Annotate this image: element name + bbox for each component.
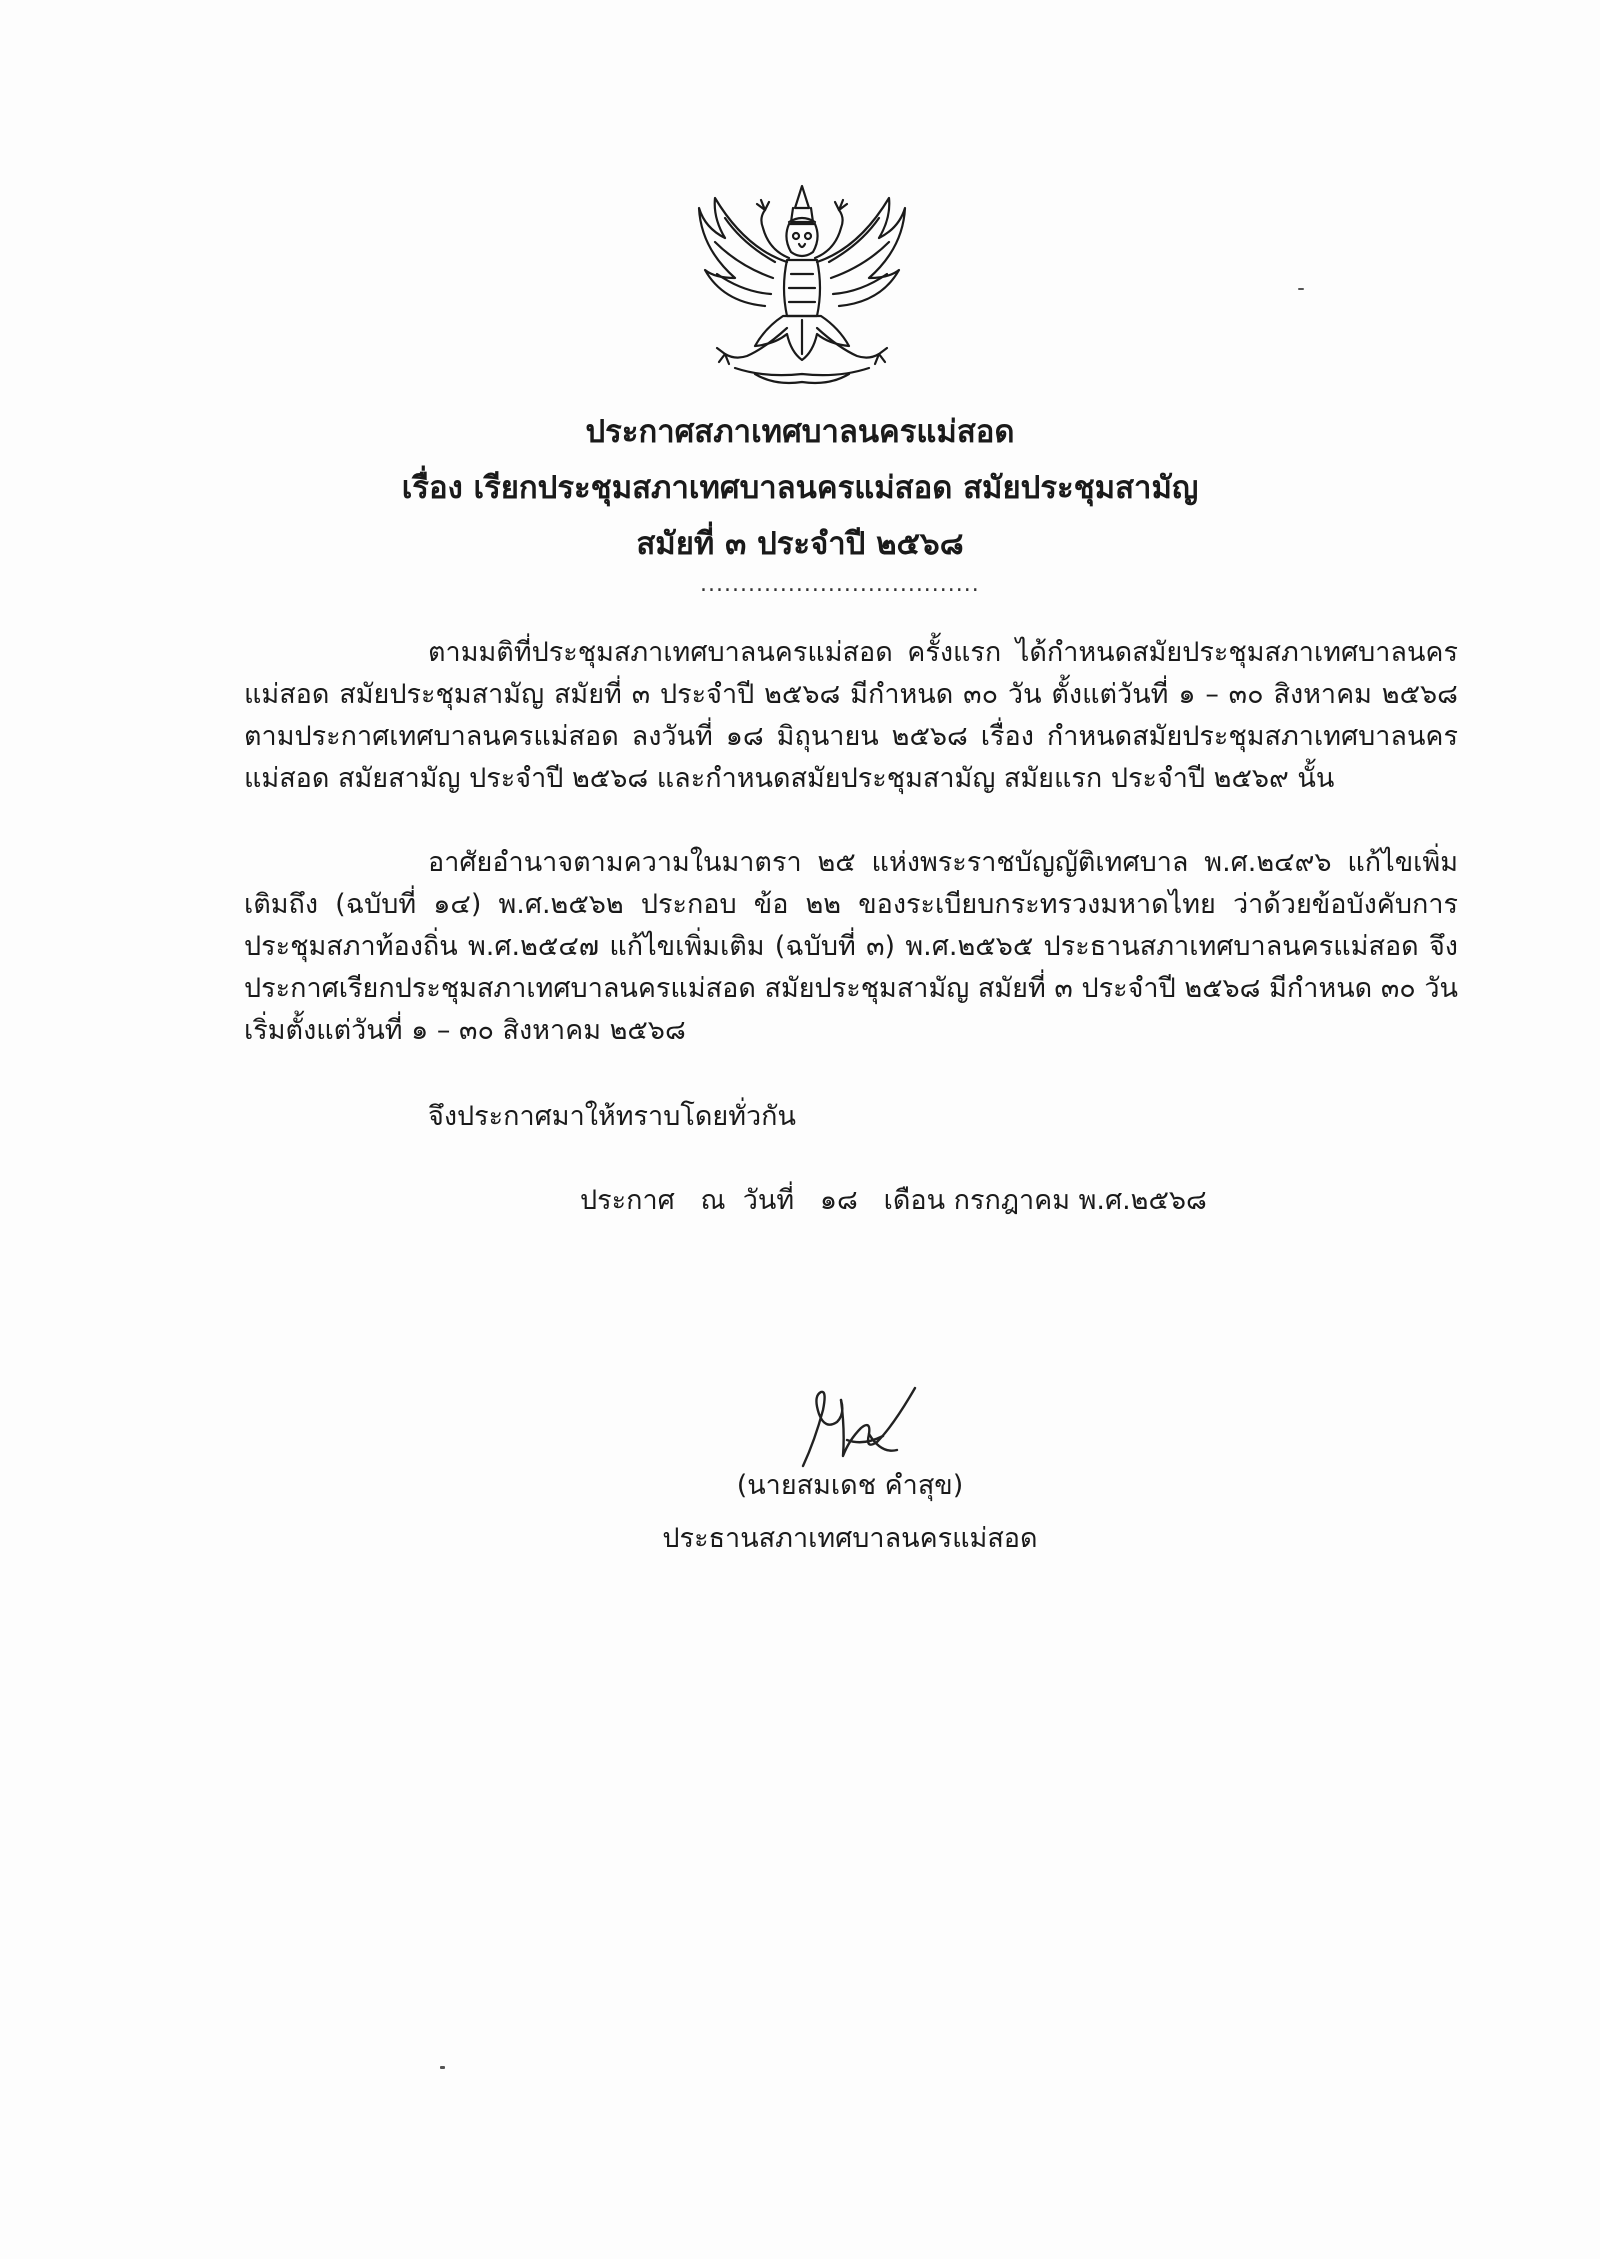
separator-dots: ................................... (700, 572, 980, 597)
paragraph-authority: อาศัยอำนาจตามความในมาตรา ๒๕ แห่งพระราชบัญญัติเทศบาล พ.ศ.๒๔๙๖ แก้ไขเพิ่มเติมถึง (ฉบับที่ ๑๔) พ.ศ.๒๕๖๒ ประกอบ ข้อ ๒๒ ของระเบียบกระทรวงมหาดไทย ว่าด้วยข้อบังคับการประชุมสภาท้องถิ่น พ.ศ.๒๕๔๗ แก้ไขเพิ่มเติม (ฉบับที่ ๓) พ.ศ.๒๕๖๕ ประธานสภาเทศบาลนครแม่สอด จึงประกาศเรียกประชุมสภาเทศบาลนครแม่สอด สมัยประชุมสามัญ สมัยที่ ๓ ประจำปี ๒๕๖๘ มีกำหนด ๓๐ วัน เริ่มตั้งแต่วันที่ ๑ – ๓๐ สิงหาคม ๒๕๖๘ (244, 847, 1458, 1046)
paragraph-closing: จึงประกาศมาให้ทราบโดยทั่วกัน (428, 1101, 796, 1132)
scan-speck (440, 2066, 445, 2069)
scan-speck (1298, 288, 1304, 290)
subject-heading: เรื่อง เรียกประชุมสภาเทศบาลนครแม่สอด สมัยประชุมสามัญ (401, 470, 1199, 506)
announcement-heading: ประกาศสภาเทศบาลนครแม่สอด (585, 414, 1015, 450)
signer-title: ประธานสภาเทศบาลนครแม่สอด (662, 1523, 1038, 1554)
signer-name: (นายสมเดช คำสุข) (736, 1470, 964, 1501)
signature-mark (785, 1370, 935, 1480)
garuda-emblem-icon (695, 178, 910, 388)
announcement-date: ประกาศ ณ วันที่ ๑๘ เดือน กรกฎาคม พ.ศ.๒๕๖๘ (580, 1185, 1207, 1216)
paragraph-resolution: ตามมติที่ประชุมสภาเทศบาลนครแม่สอด ครั้งแรก ได้กำหนดสมัยประชุมสภาเทศบาลนครแม่สอด สมัยประชุมสามัญ สมัยที่ ๓ ประจำปี ๒๕๖๘ มีกำหนด ๓๐ วัน ตั้งแต่วันที่ ๑ – ๓๐ สิงหาคม ๒๕๖๘ ตามประกาศเทศบาลนครแม่สอด ลงวันที่ ๑๘ มิถุนายน ๒๕๖๘ เรื่อง กำหนดสมัยประชุมสภาเทศบาลนครแม่สอด สมัยสามัญ ประจำปี ๒๕๖๘ และกำหนดสมัยประชุมสามัญ สมัยแรก ประจำปี ๒๕๖๙ นั้น (244, 637, 1458, 794)
session-heading: สมัยที่ ๓ ประจำปี ๒๕๖๘ (636, 526, 964, 562)
